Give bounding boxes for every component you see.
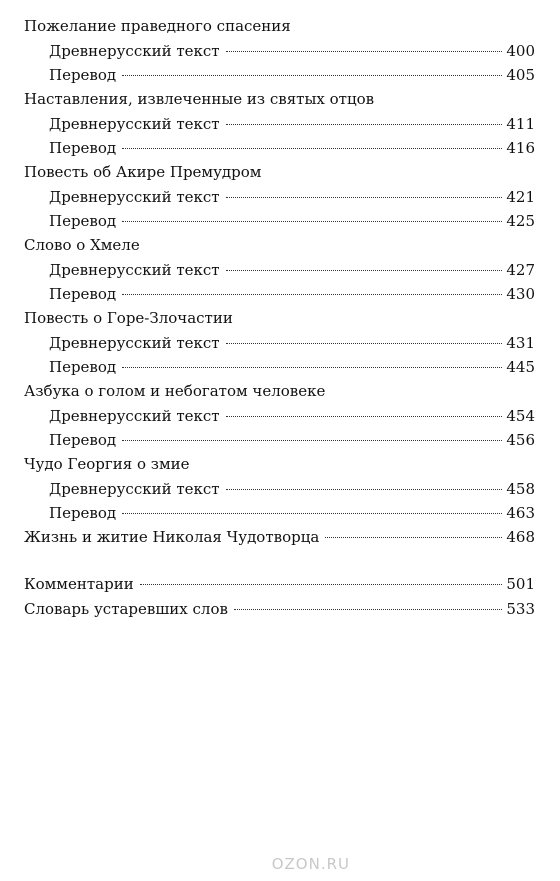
toc-entry-page: 533 <box>506 600 535 618</box>
toc-entry <box>24 501 535 525</box>
toc-entry-page: 400 <box>506 42 535 60</box>
toc-entry-page: 430 <box>506 285 535 303</box>
toc-entry <box>24 355 535 379</box>
toc-entry <box>24 63 535 87</box>
dot-leader <box>226 51 503 52</box>
toc-entry-title: Древнерусский текст <box>49 42 220 60</box>
toc-entry-title: Перевод <box>49 212 117 230</box>
toc-entry <box>24 331 535 355</box>
toc-entry <box>24 404 535 428</box>
dot-leader <box>234 609 502 610</box>
toc-entry <box>24 428 535 452</box>
toc-entry <box>24 185 535 209</box>
dot-leader <box>226 124 503 125</box>
toc-heading <box>24 233 535 258</box>
dot-leader <box>140 584 503 585</box>
toc-entry <box>24 258 535 282</box>
toc-heading <box>24 452 535 477</box>
toc-entry-page: 463 <box>506 504 535 522</box>
toc-entry-title: Перевод <box>49 358 117 376</box>
watermark: OZON.RU <box>271 855 350 873</box>
dot-leader <box>325 537 502 538</box>
toc-entry <box>24 477 535 501</box>
section-gap <box>24 550 535 572</box>
toc-entry-page: 431 <box>506 334 535 352</box>
dot-leader <box>226 489 503 490</box>
toc-entry-page: 405 <box>506 66 535 84</box>
toc-entry-title: Перевод <box>49 139 117 157</box>
toc-entry-page: 421 <box>506 188 535 206</box>
toc-entry-title: Комментарии <box>24 575 134 593</box>
toc-heading <box>24 379 535 404</box>
toc-entry-top <box>24 525 535 550</box>
toc-entry <box>24 209 535 233</box>
toc-entry-title: Словарь устаревших слов <box>24 600 228 618</box>
toc-entry <box>24 136 535 160</box>
toc-entry-page: 454 <box>506 407 535 425</box>
toc-heading-title: Чудо Георгия о змие <box>24 455 190 473</box>
toc-entry-page: 501 <box>506 575 535 593</box>
toc-heading <box>24 306 535 331</box>
toc-entry-title: Перевод <box>49 504 117 522</box>
toc-entry-title: Древнерусский текст <box>49 261 220 279</box>
toc-entry-page: 456 <box>506 431 535 449</box>
toc-entry <box>24 112 535 136</box>
toc-heading-title: Повесть об Акире Премудром <box>24 163 262 181</box>
toc-entry-page: 427 <box>506 261 535 279</box>
toc-entry-page: 425 <box>506 212 535 230</box>
dot-leader <box>226 343 503 344</box>
toc-appendix-entry <box>24 572 535 597</box>
toc-appendix-entry <box>24 597 535 622</box>
toc-heading <box>24 14 535 39</box>
dot-leader <box>122 367 502 368</box>
dot-leader <box>226 416 503 417</box>
toc-heading-title: Азбука о голом и небогатом человеке <box>24 382 326 400</box>
toc-heading-title: Наставления, извлеченные из святых отцов <box>24 90 375 108</box>
toc-entry-page: 468 <box>506 528 535 546</box>
toc-entry-title: Древнерусский текст <box>49 334 220 352</box>
toc-entry-title: Перевод <box>49 66 117 84</box>
toc-entry-page: 458 <box>506 480 535 498</box>
dot-leader <box>122 440 502 441</box>
toc-heading <box>24 160 535 185</box>
toc-entry-page: 411 <box>506 115 535 133</box>
dot-leader <box>122 221 502 222</box>
toc-entry-title: Древнерусский текст <box>49 188 220 206</box>
table-of-contents <box>24 14 535 622</box>
toc-entry-title: Перевод <box>49 285 117 303</box>
dot-leader <box>122 513 502 514</box>
dot-leader <box>122 148 502 149</box>
toc-heading-title: Повесть о Горе-Злочастии <box>24 309 233 327</box>
toc-entry-title: Древнерусский текст <box>49 407 220 425</box>
toc-entry-title: Жизнь и житие Николая Чудотворца <box>24 528 320 546</box>
toc-entry-page: 445 <box>506 358 535 376</box>
toc-entry-page: 416 <box>506 139 535 157</box>
toc-entry-title: Древнерусский текст <box>49 115 220 133</box>
dot-leader <box>122 75 502 76</box>
toc-entry-title: Перевод <box>49 431 117 449</box>
toc-heading-title: Пожелание праведного спасения <box>24 17 291 35</box>
toc-entry <box>24 39 535 63</box>
dot-leader <box>122 294 502 295</box>
dot-leader <box>226 270 503 271</box>
toc-entry-title: Древнерусский текст <box>49 480 220 498</box>
dot-leader <box>226 197 503 198</box>
toc-entry <box>24 282 535 306</box>
toc-heading-title: Слово о Хмеле <box>24 236 140 254</box>
toc-heading <box>24 87 535 112</box>
